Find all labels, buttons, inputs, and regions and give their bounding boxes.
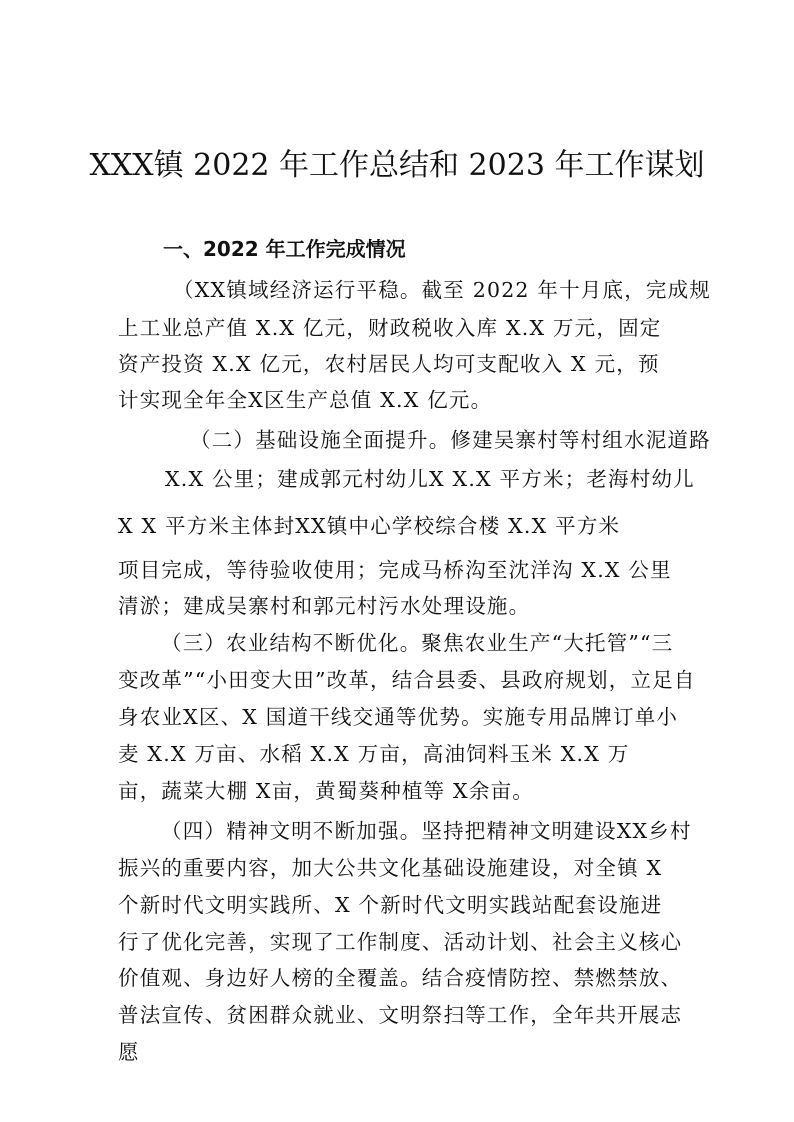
body-line: X X 平方米主体封XX镇中心学校综合楼 X.X 平方米 bbox=[118, 514, 621, 538]
body-line: 身农业X区、X 国道干线交通等优势。实施专用品牌订单小 bbox=[118, 705, 679, 729]
section-heading: 一、2022 年工作完成情况 bbox=[163, 237, 406, 261]
body-line: 计实现全年全X区生产总值 X.X 亿元。 bbox=[118, 388, 493, 412]
body-line: 价值观、身边好人榜的全覆盖。结合疫情防控、禁燃禁放、 bbox=[118, 966, 683, 990]
body-line: （二）基础设施全面提升。修建吴寨村等村组水泥道路 bbox=[190, 428, 711, 452]
body-line: 亩，蔬菜大棚 X亩，黄蜀葵种植等 X余亩。 bbox=[118, 779, 534, 803]
body-line: （XX镇域经济运行平稳。截至 2022 年十月底，完成规 bbox=[173, 278, 711, 302]
body-line: 资产投资 X.X 亿元，农村居民人均可支配收入 X 元，预 bbox=[118, 352, 660, 376]
body-line: 项目完成，等待验收使用；完成马桥沟至沈洋沟 X.X 公里 bbox=[118, 558, 672, 582]
body-line: 普法宣传、贫困群众就业、文明祭扫等工作，全年共开展志 bbox=[118, 1003, 683, 1027]
body-line: （四）精神文明不断加强。坚持把精神文明建设XX乡村 bbox=[161, 819, 692, 843]
document-title: XXX镇 2022 年工作总结和 2023 年工作谋划 bbox=[89, 148, 705, 183]
body-line: 愿 bbox=[118, 1040, 140, 1064]
body-line: 变改革”“小田变大田”改革，结合县委、县政府规划，立足自 bbox=[118, 668, 696, 692]
body-line: 上工业总产值 X.X 亿元，财政税收入库 X.X 万元，固定 bbox=[118, 316, 662, 340]
body-line: 行了优化完善，实现了工作制度、活动计划、社会主义核心 bbox=[118, 930, 683, 954]
body-line: （三）农业结构不断优化。聚焦农业生产“大托管”“三 bbox=[161, 631, 674, 655]
body-line: 麦 X.X 万亩、水稻 X.X 万亩，高油饲料玉米 X.X 万 bbox=[118, 742, 630, 766]
body-line: X.X 公里；建成郭元村幼儿X X.X 平方米；老海村幼儿 bbox=[165, 467, 695, 491]
body-line: 振兴的重要内容，加大公共文化基础设施建设，对全镇 X bbox=[118, 856, 663, 880]
body-line: 个新时代文明实践所、X 个新时代文明实践站配套设施进 bbox=[118, 893, 663, 917]
body-line: 清淤；建成吴寨村和郭元村污水处理设施。 bbox=[118, 594, 531, 618]
